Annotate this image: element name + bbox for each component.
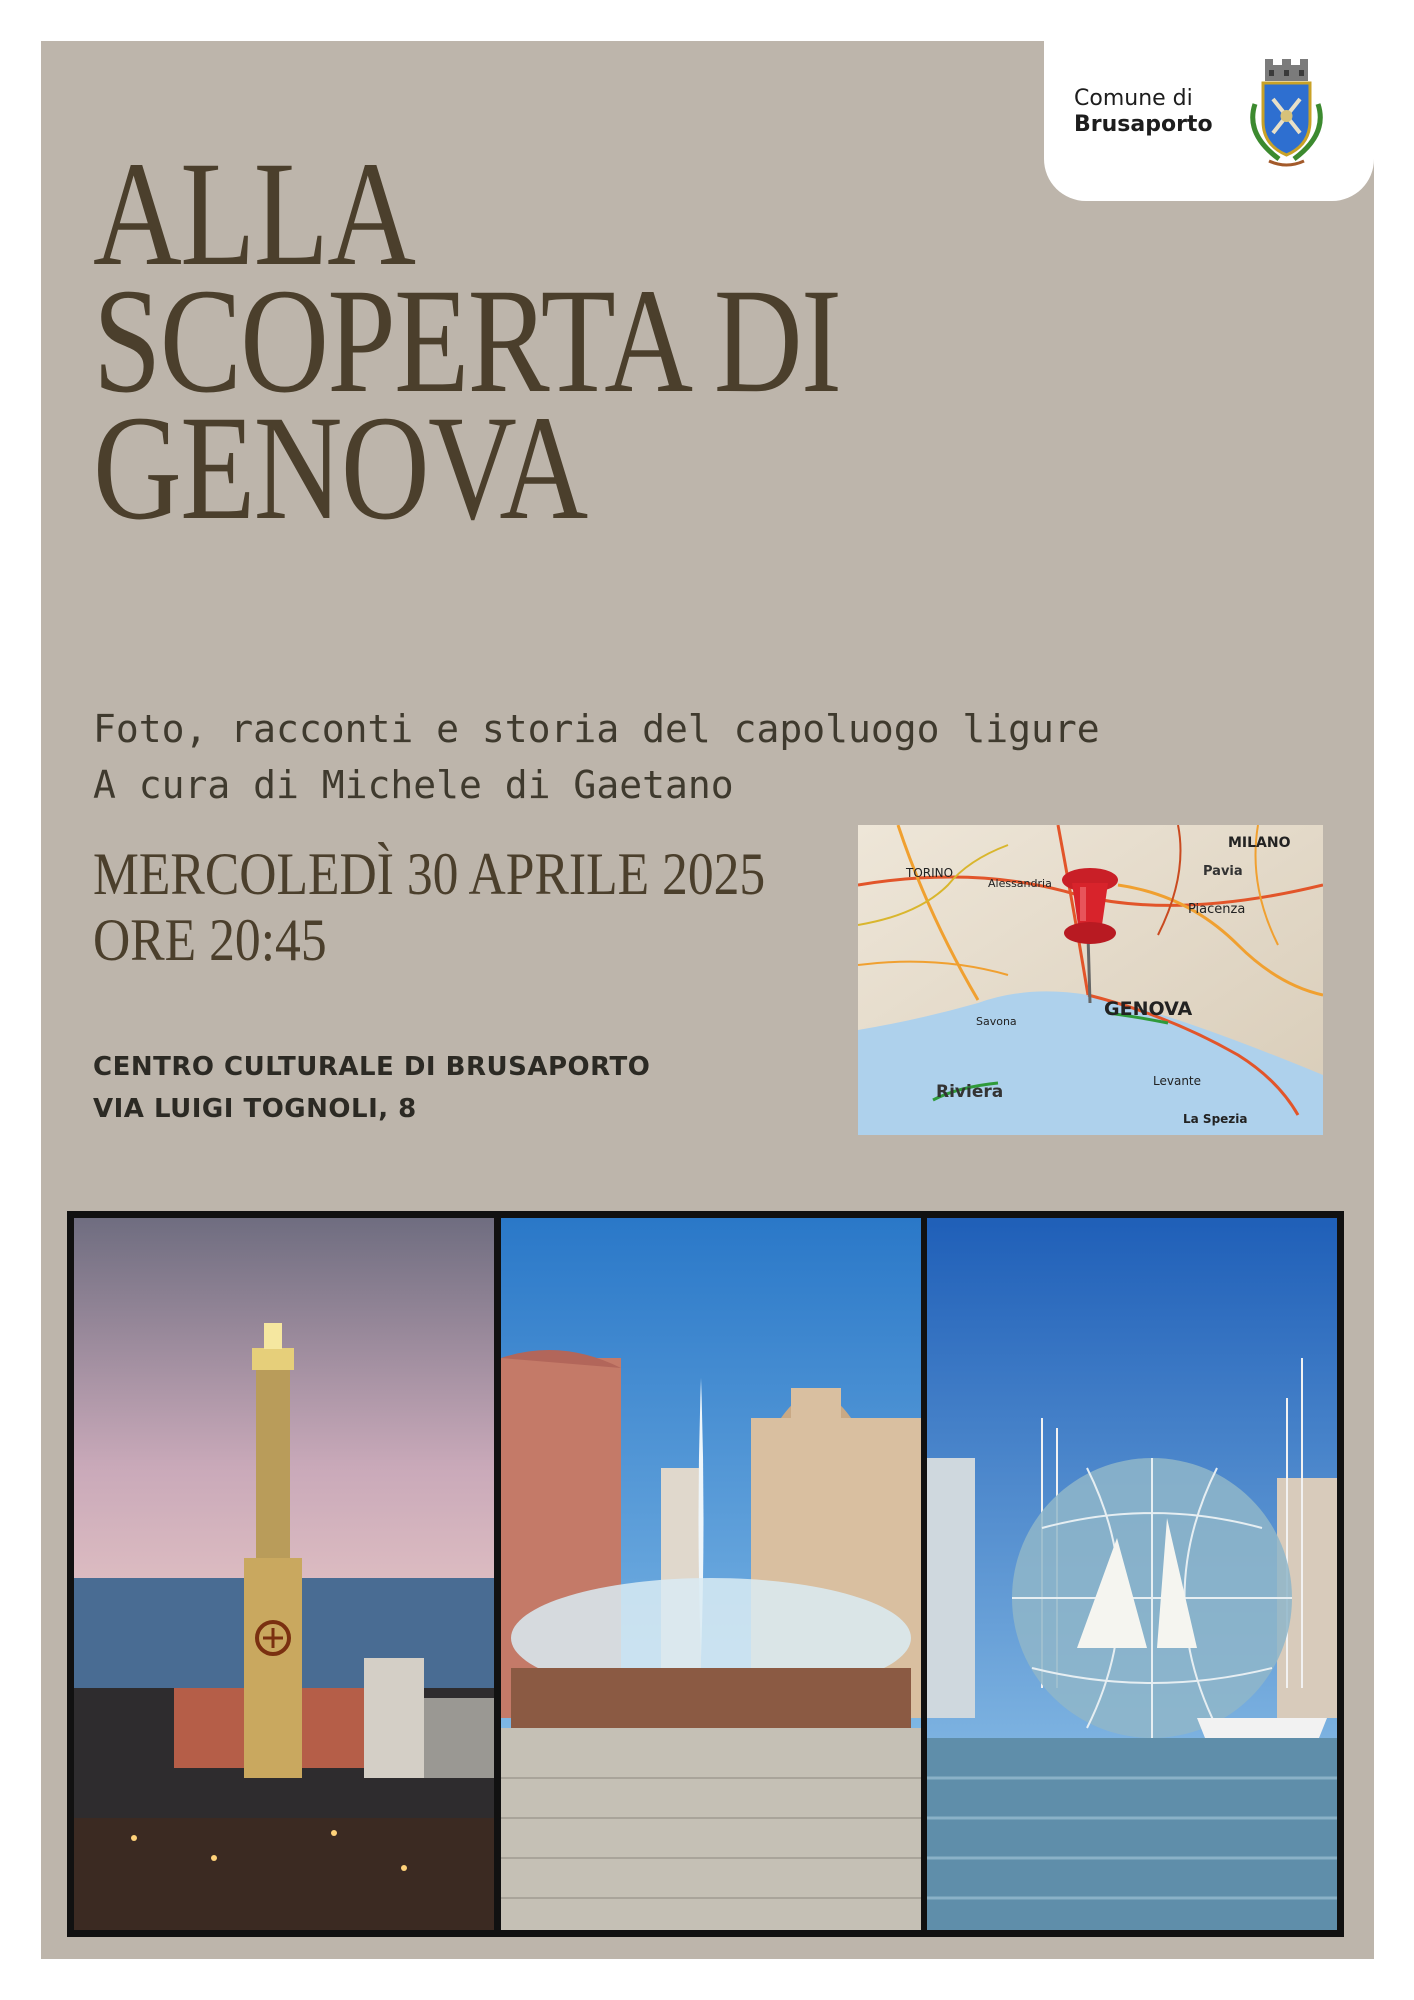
- photo-lighthouse: [74, 1218, 494, 1930]
- genova-map-image: [858, 825, 1323, 1135]
- map-label-riviera: Riviera: [936, 1082, 1004, 1102]
- municipality-name-line1: Comune di: [1074, 86, 1193, 111]
- poster: [41, 41, 1374, 1959]
- subtitle-line1: Foto, racconti e storia del capoluogo ligure: [93, 707, 1100, 751]
- event-subtitle: [93, 701, 1100, 813]
- photo-fountain: [501, 1218, 921, 1930]
- curator-line: A cura di Michele di Gaetano: [93, 763, 734, 807]
- map-label-savona: Savona: [976, 1015, 1017, 1028]
- event-venue: [93, 1046, 650, 1130]
- map-label-la-spezia: La Spezia: [1183, 1112, 1248, 1126]
- event-date: MERCOLEDÌ 30 APRILE 2025: [93, 841, 766, 907]
- map-label-piacenza: Piacenza: [1188, 902, 1246, 917]
- municipality-name-line2: Brusaporto: [1074, 112, 1213, 138]
- map-label-genova: GENOVA: [1104, 998, 1193, 1020]
- map-label-levante: Levante: [1153, 1074, 1202, 1088]
- event-title-line2: SCOPERTA DI: [93, 258, 841, 424]
- venue-name: CENTRO CULTURALE DI BRUSAPORTO: [93, 1052, 651, 1082]
- photo-strip: [67, 1211, 1344, 1937]
- event-title-line3: GENOVA: [93, 385, 587, 551]
- map-label-alessandria: Alessandria: [988, 877, 1052, 890]
- coat-of-arms-icon: [1239, 59, 1334, 174]
- event-date-time: [93, 841, 765, 973]
- event-title: [93, 131, 841, 551]
- event-title-line1: ALLA: [93, 131, 415, 297]
- map-label-milano: MILANO: [1228, 835, 1291, 851]
- map-label-torino: TORINO: [906, 866, 954, 880]
- event-time: ORE 20:45: [93, 907, 327, 973]
- municipality-logo-card: [1044, 41, 1374, 201]
- venue-address: VIA LUIGI TOGNOLI, 8: [93, 1094, 417, 1124]
- municipality-name: [1074, 86, 1213, 139]
- map-label-pavia: Pavia: [1203, 864, 1243, 879]
- photo-glass-sphere: [927, 1218, 1337, 1930]
